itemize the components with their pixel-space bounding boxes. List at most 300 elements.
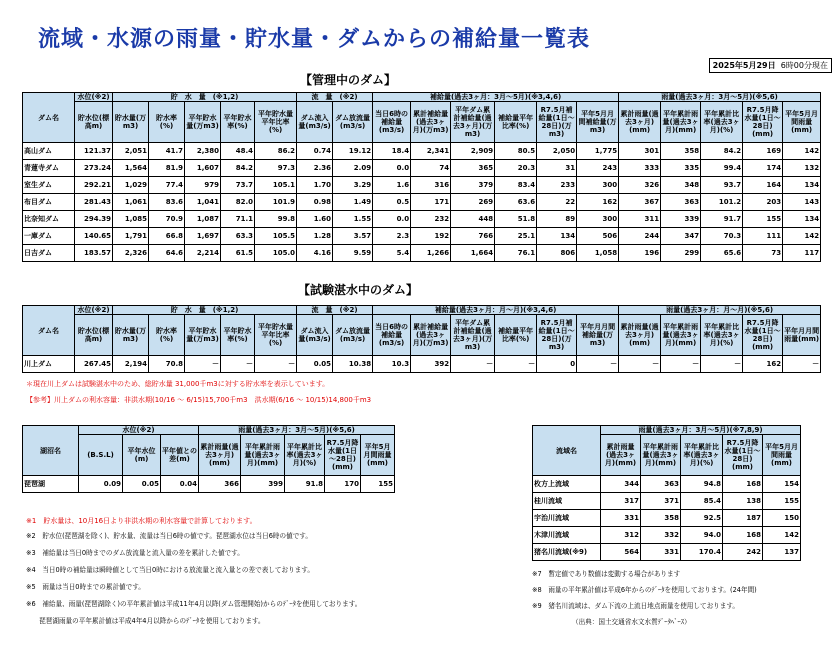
cell: 564 (601, 544, 641, 561)
cell: 2,909 (451, 143, 495, 160)
cell: 2,341 (411, 143, 451, 160)
cell: 111 (743, 228, 783, 245)
trial-col-flow-group: 流 量 (※2) (297, 306, 373, 315)
cell: 76.1 (495, 245, 537, 262)
lake-table (22, 425, 395, 493)
cell: 0.04 (161, 476, 199, 493)
note-6: ※6 補給量、雨量(琵琶湖除く)の平年累計値は平成11年4月以降(ダム管理開始)からのﾃﾞｰﾀを使用しております。 (26, 600, 362, 608)
trial-col-supply-group: 補給量(過去3ヶ月：月～月)(※3,4,6) (373, 306, 619, 315)
cell: 1.55 (333, 211, 373, 228)
cell: 117 (783, 245, 821, 262)
cell: 65.6 (701, 245, 743, 262)
cell: 142 (783, 228, 821, 245)
cell: 162 (743, 356, 783, 373)
cell: 399 (241, 476, 285, 493)
row-name: 室生ダム (23, 177, 75, 194)
cell: 2,050 (537, 143, 577, 160)
trial-col-outflow: ダム放流量(m3/s) (333, 315, 373, 356)
page-title: 流域・水源の雨量・貯水量・ダムからの補給量一覧表 (38, 27, 591, 52)
lake-rows (23, 476, 395, 493)
cell: － (451, 356, 495, 373)
cell: 105.5 (255, 228, 297, 245)
cell: 85.4 (681, 493, 723, 510)
cell: 171 (411, 194, 451, 211)
col-inflow: ダム流入量(m3/s) (297, 102, 333, 143)
cell: 331 (601, 510, 641, 527)
cell: 140.65 (75, 228, 113, 245)
cell: 134 (783, 211, 821, 228)
cell: 91.7 (701, 211, 743, 228)
cell: － (701, 356, 743, 373)
cell: 164 (743, 177, 783, 194)
cell: 294.39 (75, 211, 113, 228)
cell: 233 (537, 177, 577, 194)
col-lake-rain-month: R7.5月降水量(1日～28日)(mm) (325, 435, 361, 476)
basin-table (532, 425, 801, 561)
cell: 99.8 (255, 211, 297, 228)
row-name: 枚方上流域 (533, 476, 601, 493)
table-row (533, 510, 801, 527)
cell: 89 (537, 211, 577, 228)
table-row (533, 544, 801, 561)
col-avg-storage: 平年貯水量(万m3) (185, 102, 221, 143)
col-lake-avg-level: 平年水位(m) (123, 435, 161, 476)
trial-note-current: ＊現在川上ダムは試験湛水中のため、総貯水量 31,000千m3に対する貯水率を表示しています。 (26, 380, 330, 388)
cell: 70.3 (701, 228, 743, 245)
cell: 10.38 (333, 356, 373, 373)
cell: 242 (723, 544, 763, 561)
cell: 1,087 (185, 211, 221, 228)
cell: 70.9 (149, 211, 185, 228)
cell: 41.7 (149, 143, 185, 160)
cell: 979 (185, 177, 221, 194)
cell: 267.45 (75, 356, 113, 373)
cell: 358 (661, 143, 701, 160)
trial-col-rain-avg-month: 平年月月間雨量(mm) (783, 315, 821, 356)
cell: 281.43 (75, 194, 113, 211)
cell: 187 (723, 510, 763, 527)
col-lake-rain-avg-cum: 平年累計雨量(過去3ヶ月)(mm) (241, 435, 285, 476)
cell: 63.6 (495, 194, 537, 211)
cell: 1.28 (297, 228, 333, 245)
cell: 766 (451, 228, 495, 245)
cell: 91.8 (285, 476, 325, 493)
trial-col-rain-month: R7.5月降水量(1日～28日)(mm) (743, 315, 783, 356)
trial-col-avg-storage: 平年貯水量(万m3) (185, 315, 221, 356)
cell: 363 (641, 476, 681, 493)
cell: 1,607 (185, 160, 221, 177)
cell: 292.21 (75, 177, 113, 194)
date-text: 2025年5月29日 (712, 61, 776, 70)
cell: 1,029 (113, 177, 149, 194)
row-name: 比奈知ダム (23, 211, 75, 228)
cell: 1.49 (333, 194, 373, 211)
col-basin-rain-ratio: 平年累計比率(過去3ヶ月)(%) (681, 435, 723, 476)
cell: 311 (619, 211, 661, 228)
cell: － (619, 356, 661, 373)
col-basin-rain-cum: 累計雨量(過去3ヶ月)(mm) (601, 435, 641, 476)
col-rain-month: R7.5月降水量(1日～28日)(mm) (743, 102, 783, 143)
cell: 2.3 (373, 228, 411, 245)
cell: 142 (763, 527, 801, 544)
cell: 70.8 (149, 356, 185, 373)
cell: － (255, 356, 297, 373)
trial-col-avg-storage-rate: 平年貯水率(%) (221, 315, 255, 356)
managed-dam-table (22, 92, 821, 262)
cell: 92.5 (681, 510, 723, 527)
table-row (23, 194, 821, 211)
col-supply-month: R7.5月補給量(1日～28日)(万m3) (537, 102, 577, 143)
cell: 0 (537, 356, 577, 373)
cell: － (495, 356, 537, 373)
cell: 2,380 (185, 143, 221, 160)
cell: 138 (723, 493, 763, 510)
cell: － (661, 356, 701, 373)
table-row (23, 245, 821, 262)
col-rain-group: 雨量(過去3ヶ月：3月～5月)(※5,6) (619, 93, 821, 102)
row-name: 布目ダム (23, 194, 75, 211)
table-row (23, 211, 821, 228)
cell: 347 (661, 228, 701, 245)
cell: 1,664 (451, 245, 495, 262)
cell: 300 (577, 211, 619, 228)
cell: 339 (661, 211, 701, 228)
section-managed: 【管理中のダム】 (300, 73, 397, 87)
trial-col-rain-ratio: 平年累計比率(過去3ヶ月)(%) (701, 315, 743, 356)
trial-col-rain-cum: 累計雨量(過去3ヶ月)(mm) (619, 315, 661, 356)
cell: 81.9 (149, 160, 185, 177)
note-2: ※2 貯水位(琵琶湖を除く)、貯水量、流量は当日6時の値です。琵琶湖水位は当日6時の値です。 (26, 532, 312, 540)
col-basin-rain-month: R7.5月降水量(1日～28日)(mm) (723, 435, 763, 476)
cell: 18.4 (373, 143, 411, 160)
col-storage: 貯水量(万m3) (113, 102, 149, 143)
cell: 1.60 (297, 211, 333, 228)
cell: 331 (641, 544, 681, 561)
cell: 134 (783, 177, 821, 194)
col-supply-group: 補給量(過去3ヶ月：3月～5月)(※3,4,6) (373, 93, 619, 102)
col-lake-rain-avg-month: 平年5月月間雨量(mm) (361, 435, 395, 476)
cell: 269 (451, 194, 495, 211)
col-lake-rain-cum: 累計雨量(過去3ヶ月)(mm) (199, 435, 241, 476)
col-lake-level-group: 水位(※2) (79, 426, 199, 435)
cell: 99.4 (701, 160, 743, 177)
cell: 344 (601, 476, 641, 493)
col-rain-ratio: 平年累計比率(過去3ヶ月)(%) (701, 102, 743, 143)
cell: 64.6 (149, 245, 185, 262)
cell: 365 (451, 160, 495, 177)
note-8: ※8 雨量の平年累計値は平成6年からのﾃﾞｰﾀを使用しております。(24年間) (532, 586, 757, 594)
trial-col-rain-avg-cum: 平年累計雨量(過去3ヶ月)(mm) (661, 315, 701, 356)
cell: 244 (619, 228, 661, 245)
col-lake-bsl: (B.S.L) (79, 435, 123, 476)
note-3: ※3 補給量は当日0時までのダム放流量と流入量の差を累計した値です。 (26, 549, 244, 557)
col-water-level: 貯水位(標高m) (75, 102, 113, 143)
col-basin-rain-avg-month: 平年5月月間雨量(mm) (763, 435, 801, 476)
cell: 170.4 (681, 544, 723, 561)
trial-col-water-level: 貯水位(標高m) (75, 315, 113, 356)
col-supply-ratio: 補給量平年比率(%) (495, 102, 537, 143)
cell: 506 (577, 228, 619, 245)
cell: 335 (661, 160, 701, 177)
col-supply-avg-cum: 平年ダム累計補給量(過去3ヶ月)(万m3) (451, 102, 495, 143)
col-water-level-group: 水位(※2) (75, 93, 113, 102)
cell: 2.09 (333, 160, 373, 177)
col-supply-cum: 累計補給量(過去3ヶ月)(万m3) (411, 102, 451, 143)
cell: 1,266 (411, 245, 451, 262)
cell: 143 (783, 194, 821, 211)
cell: 84.2 (221, 160, 255, 177)
cell: 1.70 (297, 177, 333, 194)
cell: 169 (743, 143, 783, 160)
cell: 392 (411, 356, 451, 373)
cell: 73 (743, 245, 783, 262)
cell: 61.5 (221, 245, 255, 262)
cell: 19.12 (333, 143, 373, 160)
cell: 150 (763, 510, 801, 527)
cell: 73.7 (221, 177, 255, 194)
cell: 105.0 (255, 245, 297, 262)
cell: 94.0 (681, 527, 723, 544)
notes-right (532, 568, 757, 628)
report-date (709, 58, 832, 73)
cell: 0.0 (373, 160, 411, 177)
cell: 80.5 (495, 143, 537, 160)
source-note: （出典：国土交通省水文水質ﾃﾞｰﾀﾍﾞｰｽ） (572, 618, 691, 626)
table-row (23, 228, 821, 245)
cell: 155 (743, 211, 783, 228)
cell: 316 (411, 177, 451, 194)
table-row (23, 160, 821, 177)
cell: 83.6 (149, 194, 185, 211)
basin-rows (533, 476, 801, 561)
cell: 71.1 (221, 211, 255, 228)
trial-col-inflow: ダム流入量(m3/s) (297, 315, 333, 356)
cell: 0.09 (79, 476, 123, 493)
cell: 2,326 (113, 245, 149, 262)
table-row (23, 177, 821, 194)
cell: 2,051 (113, 143, 149, 160)
cell: 312 (601, 527, 641, 544)
col-avg-ratio: 平年貯水量平年比率(%) (255, 102, 297, 143)
cell: － (185, 356, 221, 373)
cell: 183.57 (75, 245, 113, 262)
trial-col-storage: 貯水量(万m3) (113, 315, 149, 356)
notes-left (26, 516, 361, 627)
table-row (533, 493, 801, 510)
trial-dam-table (22, 305, 821, 373)
trial-col-supply-ratio: 補給量平年比率(%) (495, 315, 537, 356)
cell: 9.59 (333, 245, 373, 262)
cell: 0.0 (373, 211, 411, 228)
cell: 48.4 (221, 143, 255, 160)
trial-col-supply-today: 当日6時の補給量(m3/s) (373, 315, 411, 356)
trial-col-supply-avg-cum: 平年ダム累計補給量(過去3ヶ月)(万m3) (451, 315, 495, 356)
trial-col-storage-group: 貯 水 量 (※1,2) (113, 306, 297, 315)
col-lake-rain-group: 雨量(過去3ヶ月：3月～5月)(※5,6) (199, 426, 395, 435)
note-4: ※4 当日0時の補給量は瞬時値として当日0時における放流量と流入量との差で表しております。 (26, 566, 314, 574)
cell: 301 (619, 143, 661, 160)
note-6b: 琵琶湖雨量の平年累計値は平成4年4月以降からのﾃﾞｰﾀを使用しております。 (26, 617, 265, 625)
cell: － (221, 356, 255, 373)
col-supply-today: 当日6時の補給量(m3/s) (373, 102, 411, 143)
col-lake-diff: 平年値との差(m) (161, 435, 199, 476)
cell: 0.05 (297, 356, 333, 373)
row-name: 日吉ダム (23, 245, 75, 262)
cell: 1,041 (185, 194, 221, 211)
cell: 243 (577, 160, 619, 177)
row-name: 宇治川流域 (533, 510, 601, 527)
trial-col-supply-month: R7.5月補給量(1日～28日)(万m3) (537, 315, 577, 356)
row-name: 高山ダム (23, 143, 75, 160)
cell: 1,791 (113, 228, 149, 245)
date-suffix: 6時00分現在 (780, 61, 828, 70)
cell: 806 (537, 245, 577, 262)
col-basin-name: 流域名 (533, 426, 601, 476)
cell: 155 (361, 476, 395, 493)
cell: 300 (577, 177, 619, 194)
cell: 326 (619, 177, 661, 194)
cell: 174 (743, 160, 783, 177)
cell: 142 (783, 143, 821, 160)
table-row (533, 476, 801, 493)
cell: 84.2 (701, 143, 743, 160)
cell: 366 (199, 476, 241, 493)
cell: 363 (661, 194, 701, 211)
col-rain-avg-cum: 平年累計雨量(過去3ヶ月)(mm) (661, 102, 701, 143)
cell: 2,194 (113, 356, 149, 373)
cell: 3.57 (333, 228, 373, 245)
cell: 2.36 (297, 160, 333, 177)
cell: 1.6 (373, 177, 411, 194)
trial-dam-rows (23, 356, 821, 373)
cell: 358 (641, 510, 681, 527)
section-trial: 【試験湛水中のダム】 (298, 283, 419, 297)
trial-col-rain-group: 雨量(過去3ヶ月：月～月)(※5,6) (619, 306, 821, 315)
table-row (23, 476, 395, 493)
cell: 86.2 (255, 143, 297, 160)
col-dam-name: ダム名 (23, 93, 75, 143)
cell: 367 (619, 194, 661, 211)
cell: 10.3 (373, 356, 411, 373)
row-name: 青蓮寺ダム (23, 160, 75, 177)
cell: 0.05 (123, 476, 161, 493)
col-basin-rain-avg-cum: 平年累計雨量(過去3ヶ月)(mm) (641, 435, 681, 476)
trial-col-supply-cum: 累計補給量(過去3ヶ月)(万m3) (411, 315, 451, 356)
cell: 31 (537, 160, 577, 177)
col-storage-rate: 貯水率(%) (149, 102, 185, 143)
cell: 3.29 (333, 177, 373, 194)
trial-col-supply-avg-month: 平年月月間補給量(万m3) (577, 315, 619, 356)
cell: 379 (451, 177, 495, 194)
cell: 203 (743, 194, 783, 211)
cell: 0.5 (373, 194, 411, 211)
cell: 1,697 (185, 228, 221, 245)
cell: 196 (619, 245, 661, 262)
cell: 448 (451, 211, 495, 228)
cell: 333 (619, 160, 661, 177)
cell: 1,061 (113, 194, 149, 211)
trial-col-dam-name: ダム名 (23, 306, 75, 356)
cell: 83.4 (495, 177, 537, 194)
row-name: 猪名川流域(※9) (533, 544, 601, 561)
row-name: 川上ダム (23, 356, 75, 373)
cell: 332 (641, 527, 681, 544)
cell: 299 (661, 245, 701, 262)
cell: 1,775 (577, 143, 619, 160)
cell: 20.3 (495, 160, 537, 177)
cell: 168 (723, 476, 763, 493)
table-row (23, 356, 821, 373)
cell: 74 (411, 160, 451, 177)
cell: 1,564 (113, 160, 149, 177)
table-row (533, 527, 801, 544)
cell: 97.3 (255, 160, 297, 177)
cell: 25.1 (495, 228, 537, 245)
col-storage-group: 貯 水 量 (※1,2) (113, 93, 297, 102)
cell: 105.1 (255, 177, 297, 194)
cell: 66.8 (149, 228, 185, 245)
row-name: 琵琶湖 (23, 476, 79, 493)
col-basin-rain-group: 雨量(過去3ヶ月：3月～5月)(※7,8,9) (601, 426, 801, 435)
cell: 5.4 (373, 245, 411, 262)
cell: 273.24 (75, 160, 113, 177)
table-row (23, 143, 821, 160)
cell: 63.3 (221, 228, 255, 245)
col-lake-name: 湖沼名 (23, 426, 79, 476)
cell: 93.7 (701, 177, 743, 194)
note-9: ※9 猪名川流域は、ダム下流の上流日地点雨量を使用しております。 (532, 602, 740, 610)
cell: 132 (783, 160, 821, 177)
cell: 2,214 (185, 245, 221, 262)
cell: 137 (763, 544, 801, 561)
col-outflow: ダム放流量(m3/s) (333, 102, 373, 143)
col-flow-group: 流 量 (※2) (297, 93, 373, 102)
cell: － (783, 356, 821, 373)
trial-note-reference: 【参考】川上ダムの利水容量：非洪水期(10/16 ～ 6/15)15,700千m3 洪水期(6/16 ～ 10/15)14,800千m3 (26, 396, 372, 404)
col-lake-rain-ratio: 平年累計比率(過去3ヶ月)(%) (285, 435, 325, 476)
cell: 4.16 (297, 245, 333, 262)
cell: － (577, 356, 619, 373)
col-rain-cum: 累計雨量(過去3ヶ月)(mm) (619, 102, 661, 143)
col-rain-avg-month: 平年5月月間雨量(mm) (783, 102, 821, 143)
cell: 121.37 (75, 143, 113, 160)
trial-col-storage-rate: 貯水率(%) (149, 315, 185, 356)
managed-dam-rows (23, 143, 821, 262)
note-5: ※5 雨量は当日0時までの累計値です。 (26, 583, 145, 591)
row-name: 桂川流域 (533, 493, 601, 510)
cell: 77.4 (149, 177, 185, 194)
col-avg-storage-rate: 平年貯水率(%) (221, 102, 255, 143)
row-name: 一庫ダム (23, 228, 75, 245)
trial-col-water-level-group: 水位(※2) (75, 306, 113, 315)
cell: 1,058 (577, 245, 619, 262)
cell: 22 (537, 194, 577, 211)
col-supply-avg-month: 平年5月月間補給量(万m3) (577, 102, 619, 143)
cell: 192 (411, 228, 451, 245)
note-1: ※1 貯水量は、10月16日より非洪水期の利水容量で計算しております。 (26, 517, 257, 525)
row-name: 木津川流域 (533, 527, 601, 544)
cell: 82.0 (221, 194, 255, 211)
cell: 232 (411, 211, 451, 228)
cell: 51.8 (495, 211, 537, 228)
cell: 0.74 (297, 143, 333, 160)
cell: 371 (641, 493, 681, 510)
cell: 317 (601, 493, 641, 510)
cell: 348 (661, 177, 701, 194)
cell: 155 (763, 493, 801, 510)
cell: 101.9 (255, 194, 297, 211)
cell: 168 (723, 527, 763, 544)
